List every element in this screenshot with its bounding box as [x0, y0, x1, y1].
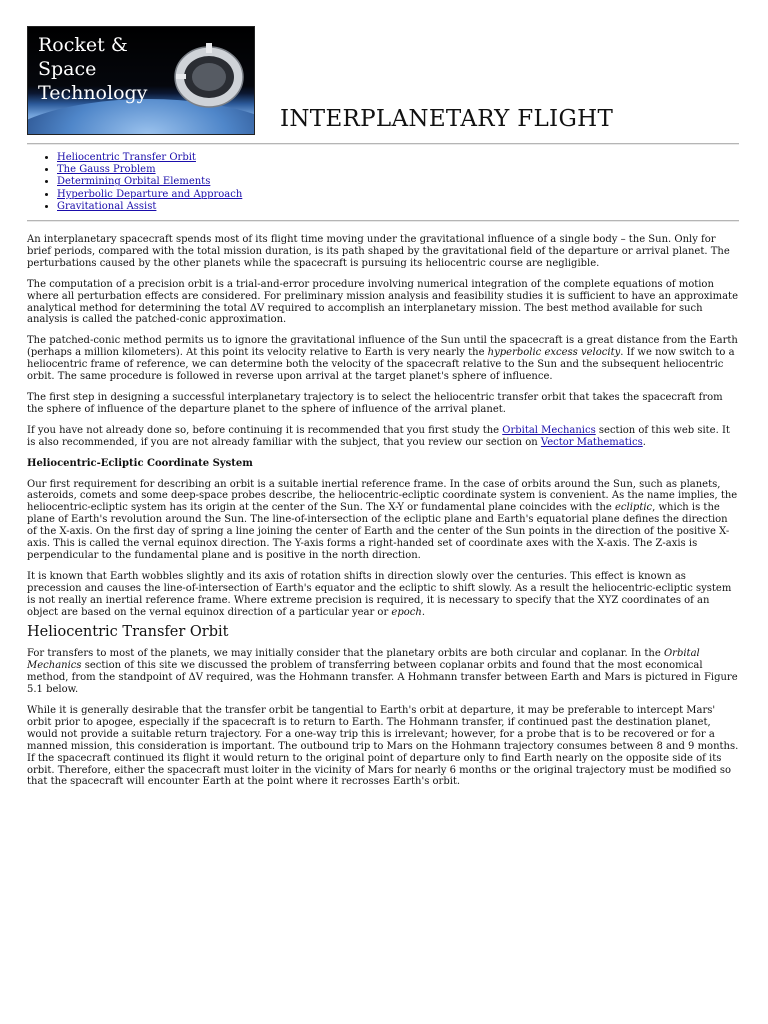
paragraph [27, 648, 739, 696]
paragraph [27, 234, 739, 270]
paragraph-text: It is known that Earth wobbles slightly and its axis of rotation shifts in direction slowly over the centuries. This effect is known as precession and causes the line-of-intersection of Earth's equator and the ecliptic to shift slowly. As a result the heliocentric-ecliptic system is not really an inertial reference frame. Where extreme precision is required, it is necessary to specify that the XYZ coordinates of an object are based on the vernal equinox direction of a particular year or [27, 570, 732, 618]
paragraph [27, 335, 739, 383]
divider [27, 143, 739, 145]
delta-v-symbol: ΔV [249, 302, 265, 314]
paragraph [27, 705, 739, 788]
table-of-contents [27, 152, 739, 213]
paragraph-text: section of this web site. It is also recommended, if you are not already familiar with the subject, that you review our section on [27, 424, 730, 448]
paragraph [27, 479, 739, 562]
page [27, 26, 739, 797]
paragraph-text: For transfers to most of the planets, we may initially consider that the planetary orbits are both circular and coplanar. In the [27, 648, 664, 660]
paragraph [27, 279, 739, 327]
banner-title-line2: Technology [38, 82, 148, 104]
banner-title [38, 33, 188, 105]
toc-link-gravitational-assist[interactable]: Gravitational Assist [57, 200, 157, 212]
toc-item [57, 176, 739, 188]
paragraph-text: The computation of a precision orbit is a trial-and-error procedure involving numerical integration of the complete equations of motion where all perturbation effects are considered. For preliminary mission analysis and feasibility studies it is sufficient to have an approximate analytical method for determining the total [27, 278, 738, 314]
paragraph [27, 425, 739, 449]
toc-link-heliocentric-transfer-orbit[interactable]: Heliocentric Transfer Orbit [57, 152, 196, 163]
toc-item [57, 189, 739, 201]
article-body [27, 234, 739, 788]
paragraph-text: . [642, 436, 646, 448]
toc-item [57, 164, 739, 176]
emphasis-text: epoch [391, 606, 422, 618]
header [27, 26, 739, 134]
orbital-mechanics-link[interactable]: Orbital Mechanics [502, 424, 596, 436]
page-title: INTERPLANETARY FLIGHT [280, 106, 614, 132]
emphasis-text: hyperbolic excess velocity [487, 347, 621, 359]
section-heading: Heliocentric Transfer Orbit [27, 624, 229, 641]
paragraph [27, 571, 739, 619]
paragraph-text: An interplanetary spacecraft spends most of its flight time moving under the gravitational influence of a single body – the Sun. Only for brief periods, compared with the total mission duration, is its path shaped by the gravitational field of the departure or arrival planet. The perturbations caused by the other planets while the spacecraft is pursuing its heliocentric course are negligible. [27, 234, 730, 269]
paragraph-text: , which is the plane of Earth's revolution around the Sun. The line-of-intersection of the ecliptic plane and Earth's equatorial plane defines the direction of the X-axis. On the first day of spring a line joining the center of Earth and the center of the Sun points in the direction of the positive X-axis. This is called the vernal equinox direction. The Y-axis forms a right-handed set of coordinate axes with the X-axis. The Z-axis is perpendicular to the fundamental plane and is positive in the north direction. [27, 502, 730, 561]
site-banner[interactable] [27, 26, 255, 135]
paragraph-text: Our first requirement for describing an orbit is a suitable inertial reference frame. In the case of orbits around the Sun, such as planets, asteroids, comets and some deep-space probes describe, the heliocentric-ecliptic coordinate system is convenient. As the name implies, the heliocentric-ecliptic system has its origin at the center of the Sun. The X-Y or fundamental plane coincides with the [27, 478, 738, 514]
paragraph-text: . [421, 606, 425, 618]
paragraph-text: . If we now switch to a heliocentric frame of reference, we can determine both the velocity of the spacecraft relative to the Sun and the subsequent heliocentric orbit. The same procedure is followed in reverse upon arrival at the target planet's sphere of influence. [27, 347, 735, 383]
paragraph-text: required to accomplish an interplanetary mission. The best method available for such analysis is called the patched-conic approximation. [27, 302, 703, 326]
paragraph-text: If you have not already done so, before continuing it is recommended that you first study the [27, 424, 503, 436]
emphasis-text: ecliptic [615, 502, 653, 514]
paragraph-text: required, was the Hohmann transfer. A Hohmann transfer between Earth and Mars is pictured in Figure 5.1 below. [27, 672, 738, 696]
toc-link-hyperbolic-departure[interactable]: Hyperbolic Departure and Approach [57, 188, 243, 200]
emphasis-text: Orbital Mechanics [27, 648, 700, 672]
vector-mathematics-link[interactable]: Vector Mathematics [540, 436, 643, 448]
divider [27, 220, 739, 222]
paragraph-text: section of this site we discussed the problem of transferring between coplanar orbits and found that the most economical method, from the standpoint of [27, 660, 703, 684]
banner-title-line1: Rocket & Space [38, 34, 128, 80]
toc-link-determining-orbital-elements[interactable]: Determining Orbital Elements [57, 176, 211, 188]
paragraph-text: The first step in designing a successful interplanetary trajectory is to select the heliocentric transfer orbit that takes the spacecraft from the sphere of influence of the departure planet to the sphere of influence of the arrival planet. [27, 391, 723, 415]
delta-v-symbol: ΔV [188, 672, 203, 684]
subheading: Heliocentric-Ecliptic Coordinate System [27, 457, 253, 469]
paragraph-text: While it is generally desirable that the transfer orbit be tangential to Earth's orbit at departure, it may be preferable to intercept Mars' orbit prior to apogee, especially if the spacecraft is to return to Earth. The Hohmann transfer, if continued past the destination planet, would not provide a suitable return trajectory. For a one-way trip this is irrelevant; however, for a probe that is to be recovered or for a manned mission, this consideration is important. The outbound trip to Mars on the Hohmann trajectory consumes between 8 and 9 months. If the spacecraft continued its flight it would return to the original point of departure only to find Earth nearly on the opposite side of its orbit. Therefore, either the spacecraft must loiter in the vicinity of Mars for nearly 6 months or the original trajectory must be modified so that the spacecraft will encounter Earth at the point where it recrosses Earth's orbit. [27, 705, 739, 788]
toc-item [57, 152, 739, 164]
toc-item [57, 201, 739, 213]
paragraph [27, 392, 739, 416]
paragraph-text: The patched-conic method permits us to ignore the gravitational influence of the Sun until the spacecraft is a great distance from the Earth (perhaps a million kilometers). At this point its velocity relative to Earth is very nearly the [27, 335, 738, 359]
toc-link-gauss-problem[interactable]: The Gauss Problem [57, 164, 156, 176]
